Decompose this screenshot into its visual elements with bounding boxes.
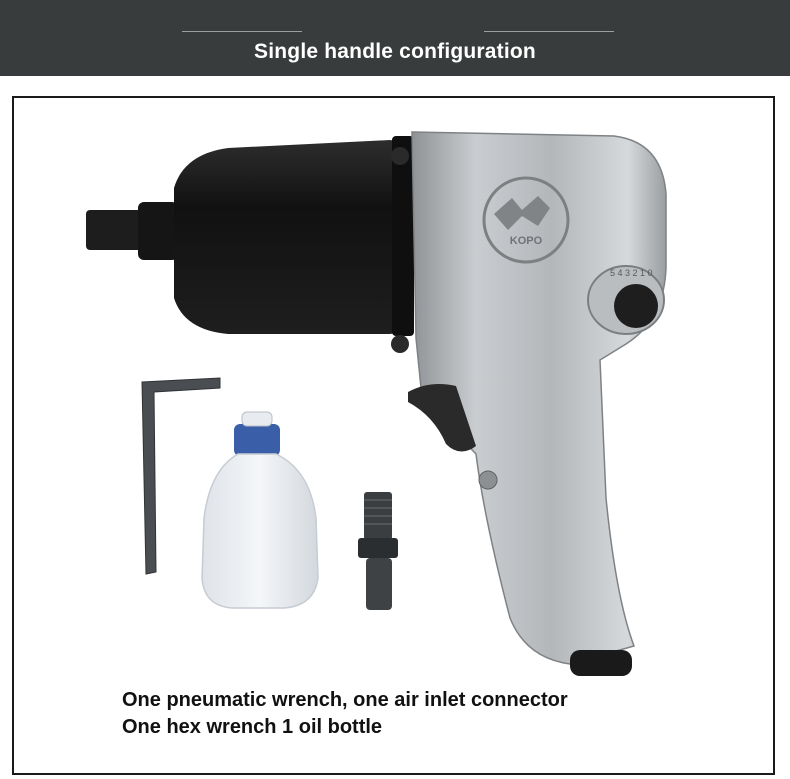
oil-bottle-body xyxy=(202,454,318,608)
page-title: Single handle configuration xyxy=(254,40,536,63)
header-rule-left xyxy=(182,31,302,32)
air-inlet xyxy=(570,650,632,676)
connector-hex xyxy=(358,538,398,558)
product-photo-frame xyxy=(12,96,775,775)
oil-bottle-cap xyxy=(234,424,280,456)
case-bolt-top xyxy=(391,147,409,165)
connector-plug xyxy=(366,558,392,610)
product-photo xyxy=(14,98,775,775)
case-flange xyxy=(392,136,414,336)
header-rule-right xyxy=(484,31,614,32)
dial-marks: 5 4 3 2 1 0 xyxy=(610,268,653,278)
air-inlet-connector xyxy=(358,492,398,610)
handle-screw xyxy=(479,471,497,489)
header-band xyxy=(0,0,790,76)
power-regulator-knob xyxy=(614,284,658,328)
caption-line-1: One pneumatic wrench, one air inlet connector xyxy=(122,689,568,711)
case-bolt-bottom xyxy=(391,335,409,353)
caption-line-2: One hex wrench 1 oil bottle xyxy=(122,716,383,738)
oil-bottle xyxy=(202,412,318,608)
hammer-case xyxy=(174,140,414,334)
anvil-square-drive xyxy=(86,210,144,250)
anvil-collar xyxy=(138,202,178,260)
oil-bottle-nozzle xyxy=(242,412,272,426)
brand-logo-text: KOPO xyxy=(509,235,543,247)
